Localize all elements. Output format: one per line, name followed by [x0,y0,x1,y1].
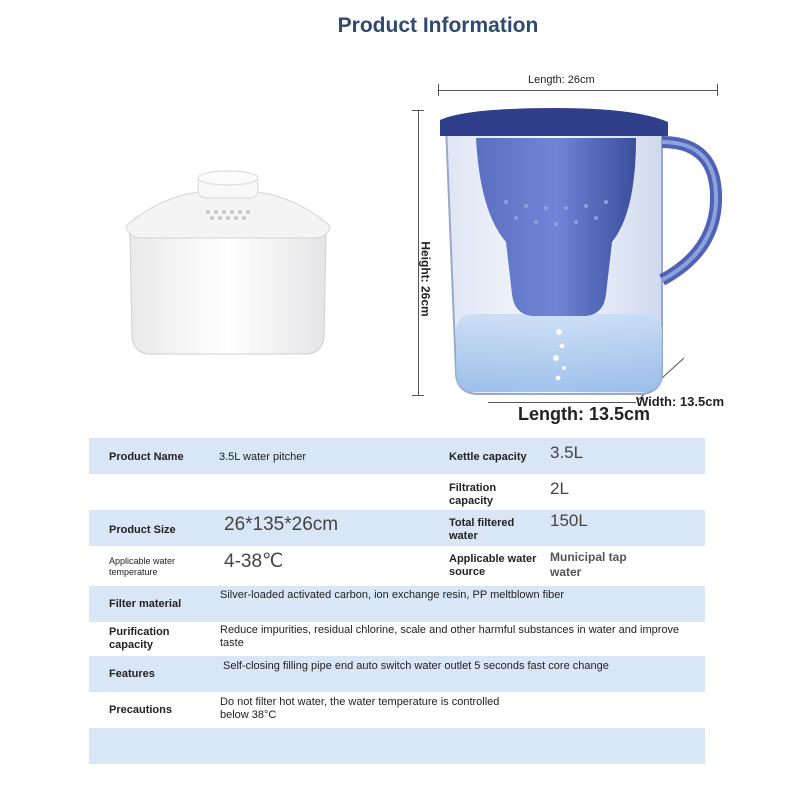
water-pitcher-image [436,102,726,404]
features-label: Features [109,668,155,680]
length-tick-right [717,84,718,96]
filter-material-value: Silver-loaded activated carbon, ion exchange resin, PP meltblown fiber [220,589,565,601]
applicable-temp-value: 4-38℃ [224,551,284,572]
filtration-capacity-value: 2L [550,479,569,498]
applicable-temp-label: Applicable water temperature [109,556,176,577]
row-precautions [89,692,705,728]
bottom-length-label: Length: 13.5cm [518,404,651,424]
applicable-source-label: Applicable water source [449,553,537,578]
precautions-value: Do not filter hot water, the water temperature is controlled below 38°C [220,696,500,721]
product-size-value: 26*135*26cm [224,514,339,535]
applicable-source-value: Municipal tap water [550,550,627,579]
row-features [89,656,705,692]
top-length-label: Length: 26cm [528,74,595,86]
height-label: Height: 26cm [418,241,433,317]
product-size-label: Product Size [109,524,176,536]
filter-material-label: Filter material [109,598,182,610]
product-name-value: 3.5L water pitcher [219,451,307,463]
length-tick-left [438,84,439,96]
product-name-label: Product Name [109,451,184,463]
row-product-name [89,438,705,474]
height-tick-top [412,110,424,111]
features-value: Self-closing filling pipe end auto switch water outlet 5 seconds fast core change [223,660,609,672]
filtration-capacity-label: Filtration capacity [449,482,497,507]
length-dimension-line [438,90,718,91]
purification-value: Reduce impurities, residual chlorine, scale and other harmful substances in water and improve taste [220,624,680,649]
total-filtered-label: Total filtered water [449,517,515,542]
filter-cartridge-image [118,168,338,368]
kettle-capacity-label: Kettle capacity [449,451,527,463]
kettle-capacity-value: 3.5L [550,443,584,462]
row-filter-material [89,586,705,622]
precautions-label: Precautions [109,704,172,716]
row-empty [89,728,705,764]
row-applicable [89,546,705,586]
page-title: Product Information [337,14,539,37]
total-filtered-value: 150L [550,511,588,530]
row-filtration [89,474,705,510]
row-purification [89,622,705,656]
row-product-size [89,510,705,546]
width-label: Width: 13.5cm [636,394,725,409]
height-tick-bottom [412,395,424,396]
purification-label: Purification capacity [109,626,170,651]
